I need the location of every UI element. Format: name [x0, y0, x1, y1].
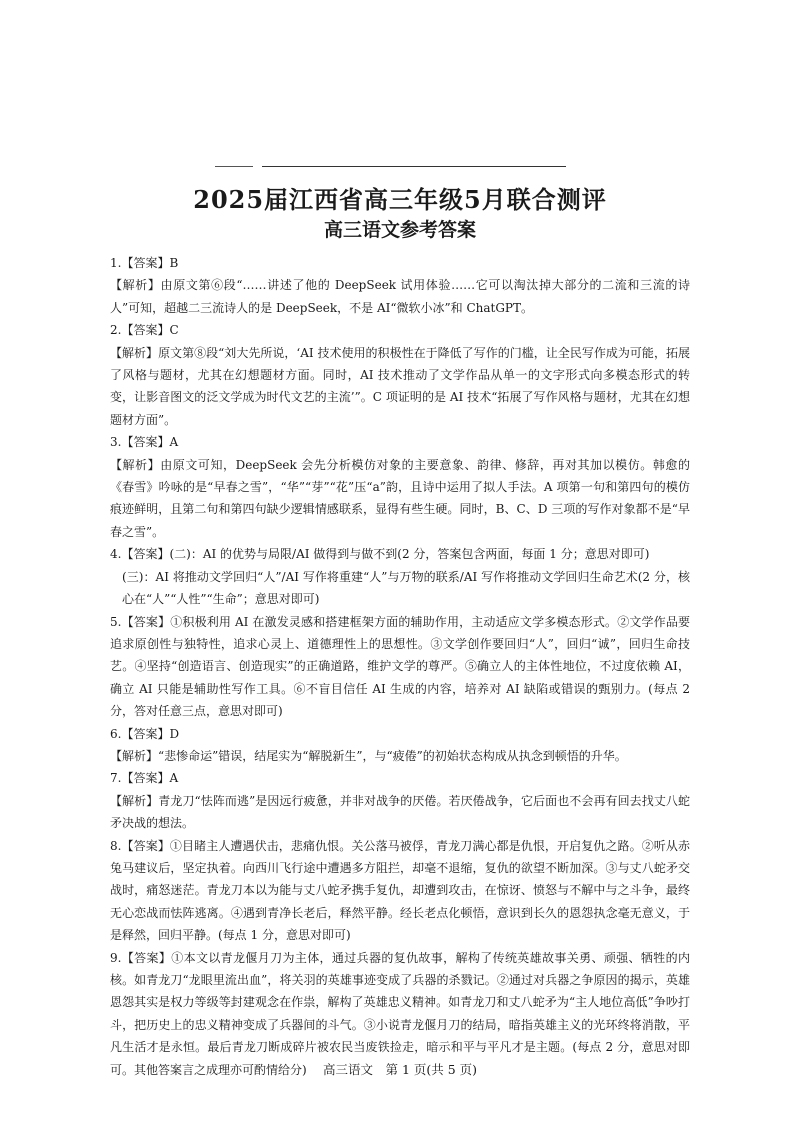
answer-item-4	[110, 543, 690, 610]
page-footer: 高三语文 第 1 页(共 5 页)	[322, 1062, 478, 1077]
answer-line: 2.【答案】C	[110, 323, 179, 338]
explanation: 【解析】青龙刀“怯阵而逃”是因远行疲惫，并非对战争的厌倦。若厌倦战争，它后面也不会再有回去找丈八蛇矛决战的想法。	[110, 793, 690, 831]
answer-line: 3.【答案】A	[110, 435, 179, 450]
explanation: 【解析】由原文可知，DeepSeek 会先分析模仿对象的主要意象、韵律、修辞，再对其加以模仿。韩愈的《春雪》吟咏的是“早春之雪”，“华”“芽”“花”压“a”韵，且诗中运用了拟人手法。A 项第一句和第四句的模仿痕迹鲜明，且第二句和第四句缺少逻辑情感联系，显得有些生硬。同时，B、C、D 三项的写作对象都不是“早春之雪”。	[110, 457, 690, 539]
header-rule-short	[215, 166, 253, 167]
explanation: 【解析】“悲惨命运”错误，结尾实为“解脱新生”，与“疲倦”的初始状态构成从执念到顿悟的升华。	[110, 748, 627, 763]
answer-line: 1.【答案】B	[110, 256, 179, 270]
answer-line: 7.【答案】A	[110, 771, 179, 786]
answer-item-8	[110, 835, 690, 947]
explanation: 【解析】由原文第⑥段“……讲述了他的 DeepSeek 试用体验……它可以淘汰掉大部分的二流和三流的诗人”可知，超越二三流诗人的是 DeepSeek，不是 AI“微软小冰”和 ChatGPT。	[110, 278, 690, 315]
answer-item-2	[110, 319, 690, 431]
answer-item-6	[110, 723, 690, 768]
answer-line: 8.【答案】①目睹主人遭遇伏击，悲痛仇恨。关公落马被俘，青龙刀满心都是仇恨，开启复仇之路。②听从赤兔马建议后，坚定执着。向西川飞行途中遭遇多方阻拦，却毫不退缩，复仇的欲望不断加深。③与丈八蛇矛交战时，痛怒迷茫。青龙刀本以为能与丈八蛇矛携手复仇，却遭到攻击，在惊讶、愤怒与不解中与之斗争，最终无心恋战而怯阵逃离。④遇到青净长老后，释然平静。经长老点化顿悟，意识到长久的恩怨执念毫无意义，于是释然，回归平静。(每点 1 分，意思对即可)	[110, 838, 690, 943]
answer-list	[110, 252, 690, 1081]
answer-line: 6.【答案】D	[110, 726, 180, 741]
answer-item-7	[110, 767, 690, 834]
answer-item-1	[110, 252, 690, 319]
answer-line: 9.【答案】①本文以青龙偃月刀为主体，通过兵器的复仇故事，解构了传统英雄故事关勇、顽强、牺牲的内核。如青龙刀“龙眼里流出血”，将关羽的英雄事迹变成了兵器的杀戮记。②通过对兵器之争原因的揭示，英雄恩怨其实是权力等级等封建观念在作祟，解构了英雄忠义精神。如青龙刀和丈八蛇矛为“主人地位高低”争吵打斗，把历史上的忠义精神变成了兵器间的斗气。③小说青龙偃月刀的结局，暗指英雄主义的光环终将消散，平凡生活才是永恒。最后青龙刀断成碎片被农民当废铁捡走，暗示和平与平凡才是主题。(每点 2 分，意思对即可。其他答案言之成理亦可酌情给分)	[110, 950, 690, 1077]
explanation: (三)：AI 将推动文学回归“人”/AI 写作将重建“人”与万物的联系/AI 写作将推动文学回归生命艺术(2 分，核心在“人”“人性”“生命”；意思对即可)	[122, 569, 690, 607]
explanation: 【解析】原文第⑧段“刘大先所说，‘AI 技术使用的积极性在于降低了写作的门槛，让全民写作成为可能，拓展了风格与题材，尤其在幻想题材方面。同时，AI 技术推动了文学作品从单一的文字形式向多模态形式的转变，让影音图文的泛文学成为时代文艺的主流’”。C 项证明的是 AI 技术“拓展了写作风格与题材，尤其在幻想题材方面”。	[110, 345, 690, 427]
answer-item-5	[110, 611, 690, 723]
answer-line: 4.【答案】(二)：AI 的优势与局限/AI 做得到与做不到(2 分，答案包含两面，每面 1 分；意思对即可)	[110, 547, 650, 562]
page-subtitle: 高三语文参考答案	[323, 219, 476, 241]
answer-item-3	[110, 431, 690, 543]
answer-line: 5.【答案】①积极利用 AI 在激发灵感和搭建框架方面的辅助作用，主动适应文学多模态形式。②文学作品要追求原创性与独特性，追求心灵上、道德理性上的思想性。③文学创作要回归“人”，回归“诚”，回归生命技艺。④坚持“创造语言、创造现实”的正确道路，维护文学的尊严。⑤确立人的主体性地位，不过度依赖 AI，确立 AI 只能是辅助性写作工具。⑥不盲目信任 AI 生成的内容，培养对 AI 缺陷或错误的甄别力。(每点 2 分，答对任意三点，意思对即可)	[110, 614, 690, 719]
header-rule	[262, 166, 566, 167]
page-title: 2025届江西省高三年级5月联合测评	[193, 185, 607, 214]
